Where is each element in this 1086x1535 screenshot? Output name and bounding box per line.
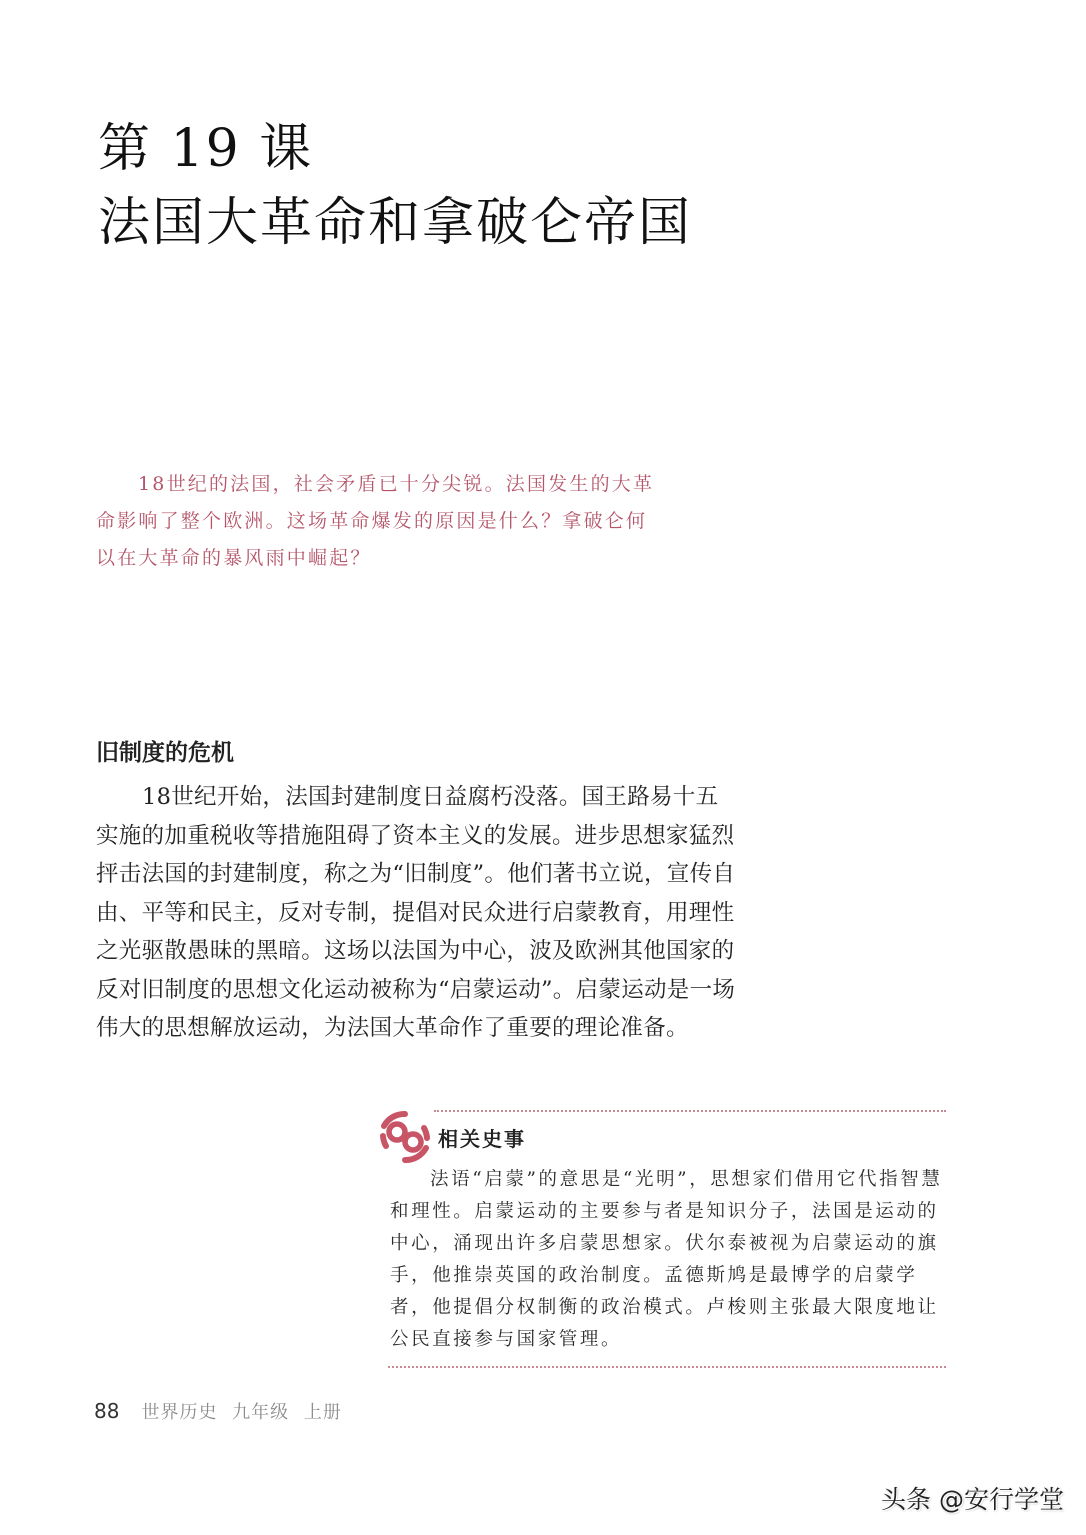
section-paragraph: 18世纪开始，法国封建制度日益腐朽没落。国王路易十五实施的加重税收等措施阻碍了资本主义的发展。进步思想家猛烈抨击法国的封建制度，称之为“旧制度”。他们著书立说，宣传自由、平等和民主，反对专制，提倡对民众进行启蒙教育，用理性之光驱散愚昧的黑暗。这场以法国为中心，波及欧洲其他国家的反对旧制度的思想文化运动被称为“启蒙运动”。启蒙运动是一场伟大的思想解放运动，为法国大革命作了重要的理论准备。	[96, 784, 736, 1041]
dotted-divider-bottom	[388, 1366, 946, 1368]
lesson-title-text: 法国大革命和拿破仑帝国	[98, 193, 693, 253]
related-history-title: 相关史事	[438, 1126, 526, 1151]
related-history-text	[390, 1164, 946, 1356]
related-history-box	[378, 1110, 946, 1368]
section-body	[96, 778, 736, 1048]
page-footer	[94, 1398, 342, 1424]
related-history-paragraph: 法语“启蒙”的意思是“光明”，思想家们借用它代指智慧和理性。启蒙运动的主要参与者是知识分子，法国是运动的中心，涌现出许多启蒙思想家。伏尔泰被视为启蒙运动的旗手，他推崇英国的政治制度。孟德斯鸠是最博学的启蒙学者，他提倡分权制衡的政治模式。卢梭则主张最大限度地让公民直接参与国家管理。	[390, 1169, 943, 1350]
page-number: 88	[94, 1399, 120, 1423]
book-title: 世界历史 九年级 上册	[141, 1402, 342, 1423]
related-history-swirl-icon	[378, 1110, 432, 1164]
section-heading: 旧制度的危机	[96, 740, 234, 766]
intro-passage	[96, 466, 656, 577]
watermark: 头条 @安行学堂	[881, 1485, 1064, 1514]
related-history-header	[378, 1110, 946, 1164]
intro-text: 18世纪的法国，社会矛盾已十分尖锐。法国发生的大革命影响了整个欧洲。这场革命爆发的原因是什么？拿破仑何以在大革命的暴风雨中崛起？	[96, 473, 655, 569]
lesson-number: 第 19 课	[98, 119, 314, 179]
lesson-title	[98, 112, 692, 260]
